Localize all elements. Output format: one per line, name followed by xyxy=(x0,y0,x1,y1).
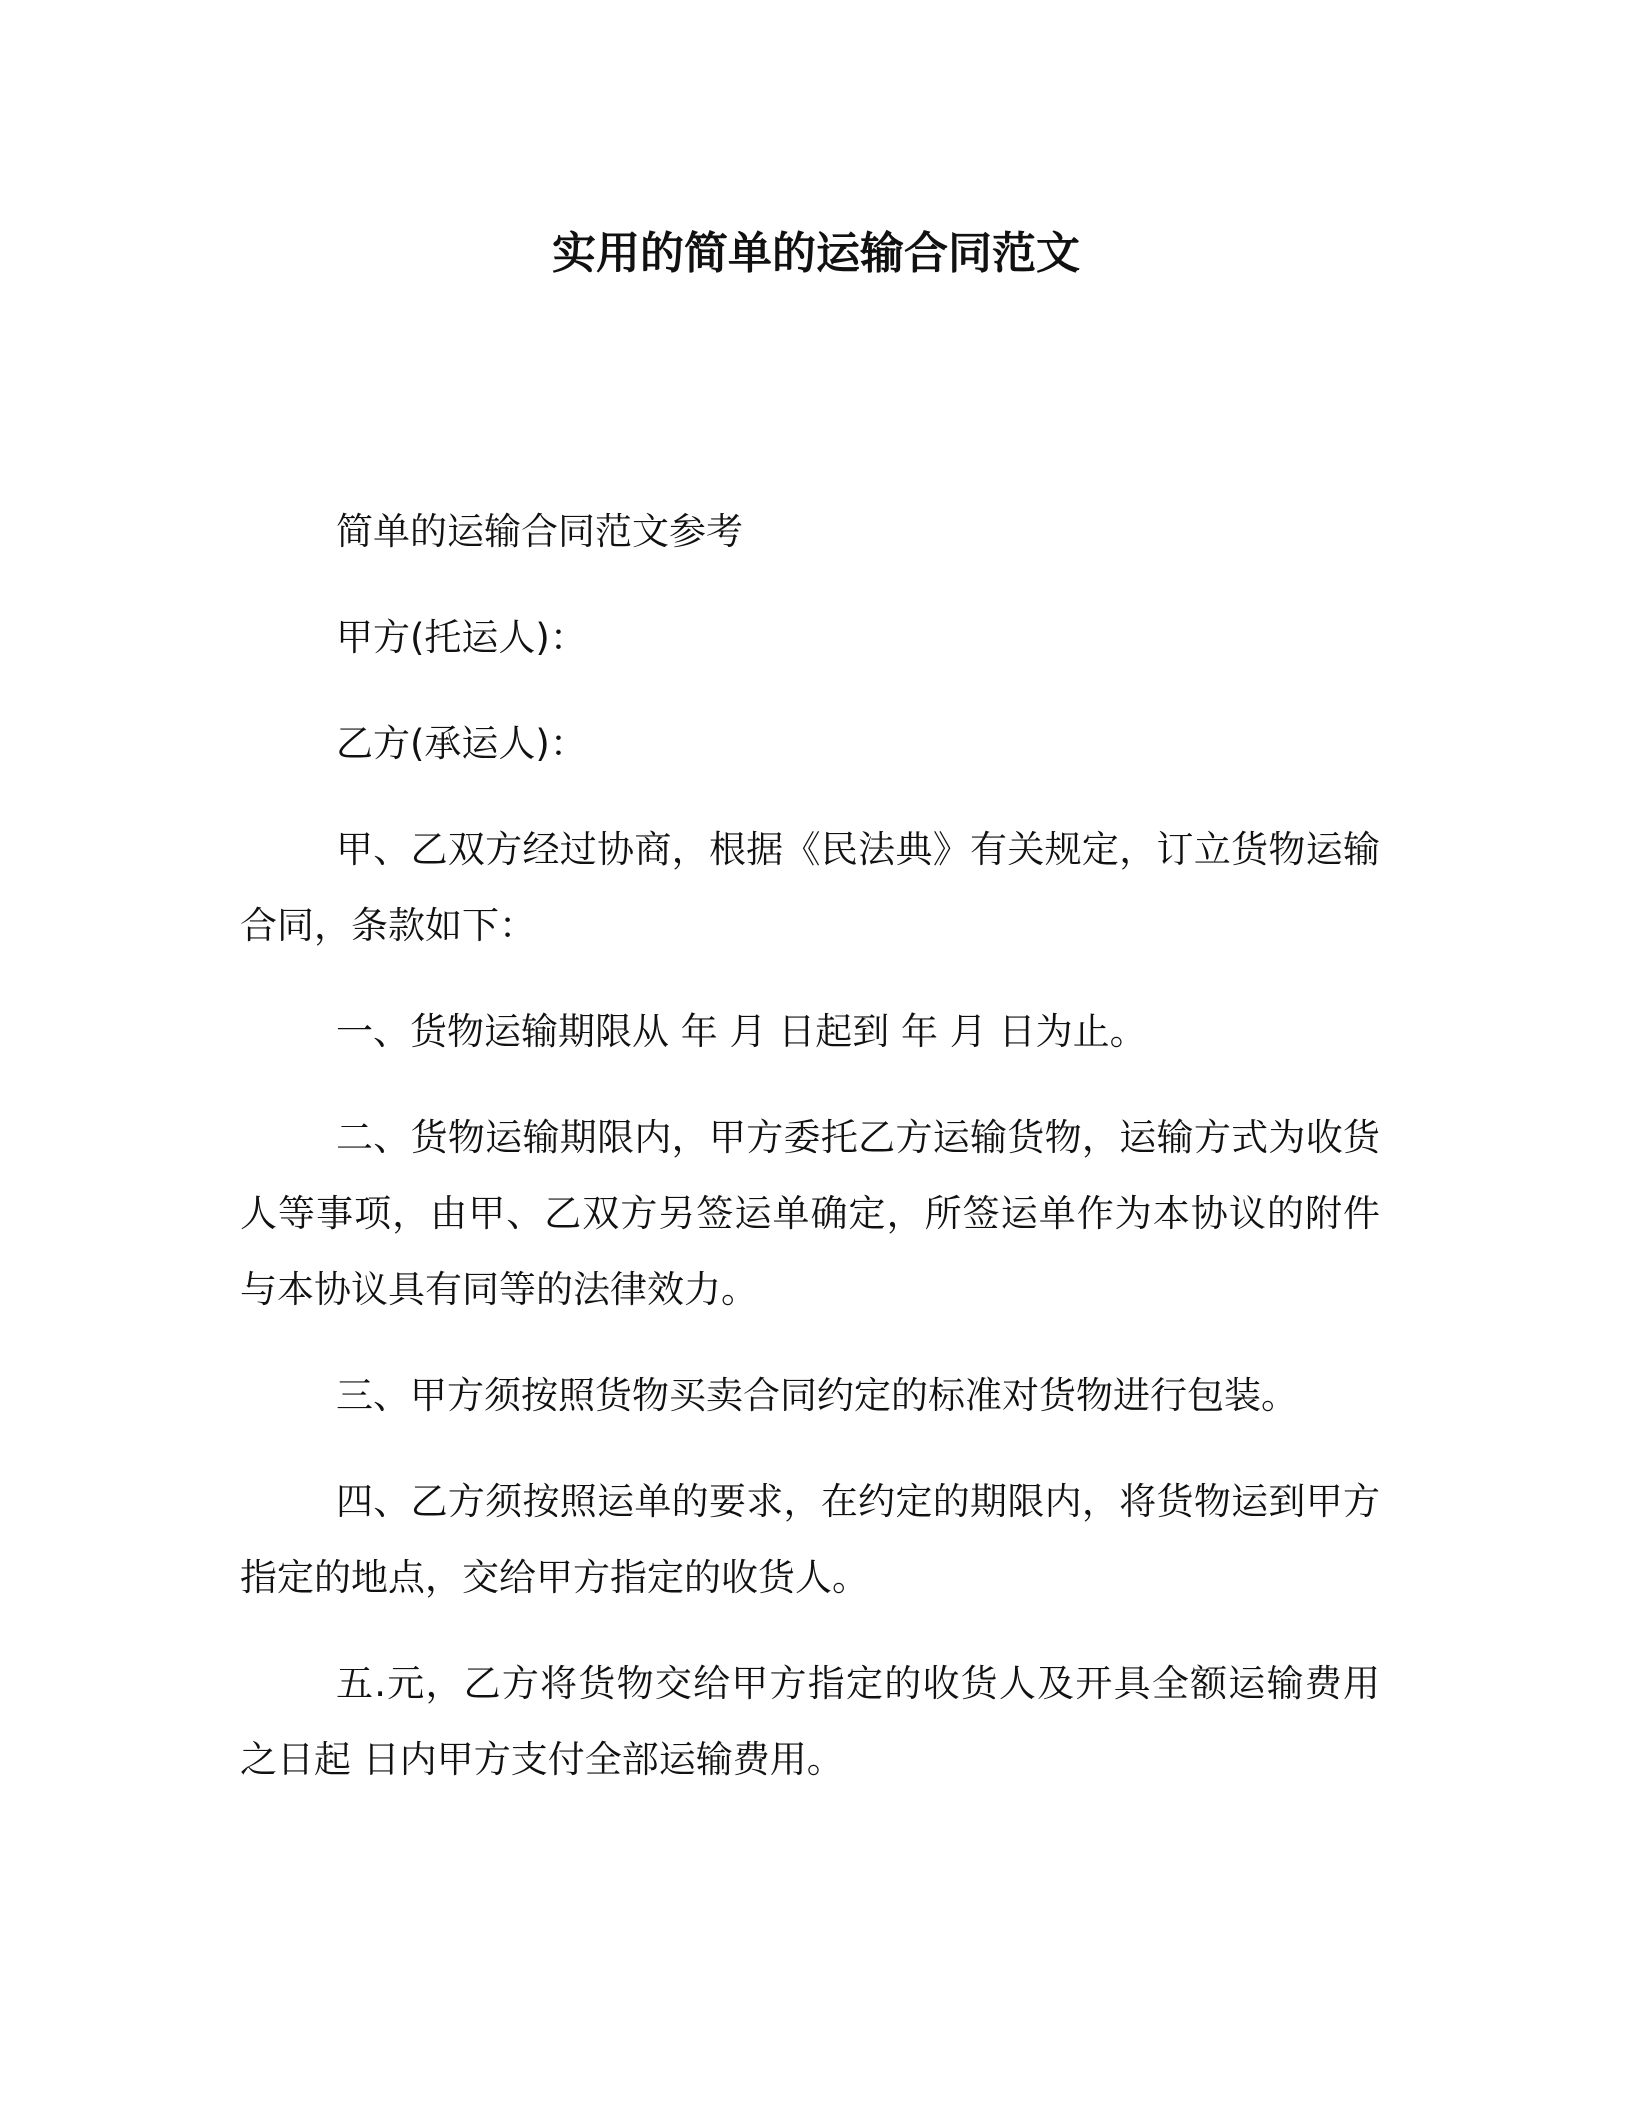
paragraph-clause-2: 二、货物运输期限内，甲方委托乙方运输货物，运输方式为收货人等事项，由甲、乙双方另签运单确定，所签运单作为本协议的附件与本协议具有同等的法律效力。 xyxy=(240,1116,1380,1311)
paragraph-clause-5: 五.元，乙方将货物交给甲方指定的收货人及开具全额运输费用之日起 日内甲方支付全部运输费用。 xyxy=(240,1662,1380,1781)
document-title: 实用的简单的运输合同范文 xyxy=(552,228,1080,279)
document-body xyxy=(240,494,1380,1828)
paragraph-preamble: 甲、乙双方经过协商，根据《民法典》有关规定，订立货物运输合同，条款如下： xyxy=(240,828,1380,947)
paragraph-clause-1: 一、货物运输期限从 年 月 日起到 年 月 日为止。 xyxy=(336,1010,1147,1053)
paragraph-clause-4: 四、乙方须按照运单的要求，在约定的期限内，将货物运到甲方指定的地点，交给甲方指定的收货人。 xyxy=(240,1480,1380,1599)
paragraph-clause-3: 三、甲方须按照货物买卖合同约定的标准对货物进行包装。 xyxy=(336,1374,1298,1417)
paragraph-subtitle: 简单的运输合同范文参考 xyxy=(336,510,743,553)
paragraph-party-b: 乙方(承运人)： xyxy=(336,722,587,765)
paragraph-party-a: 甲方(托运人)： xyxy=(336,616,587,659)
